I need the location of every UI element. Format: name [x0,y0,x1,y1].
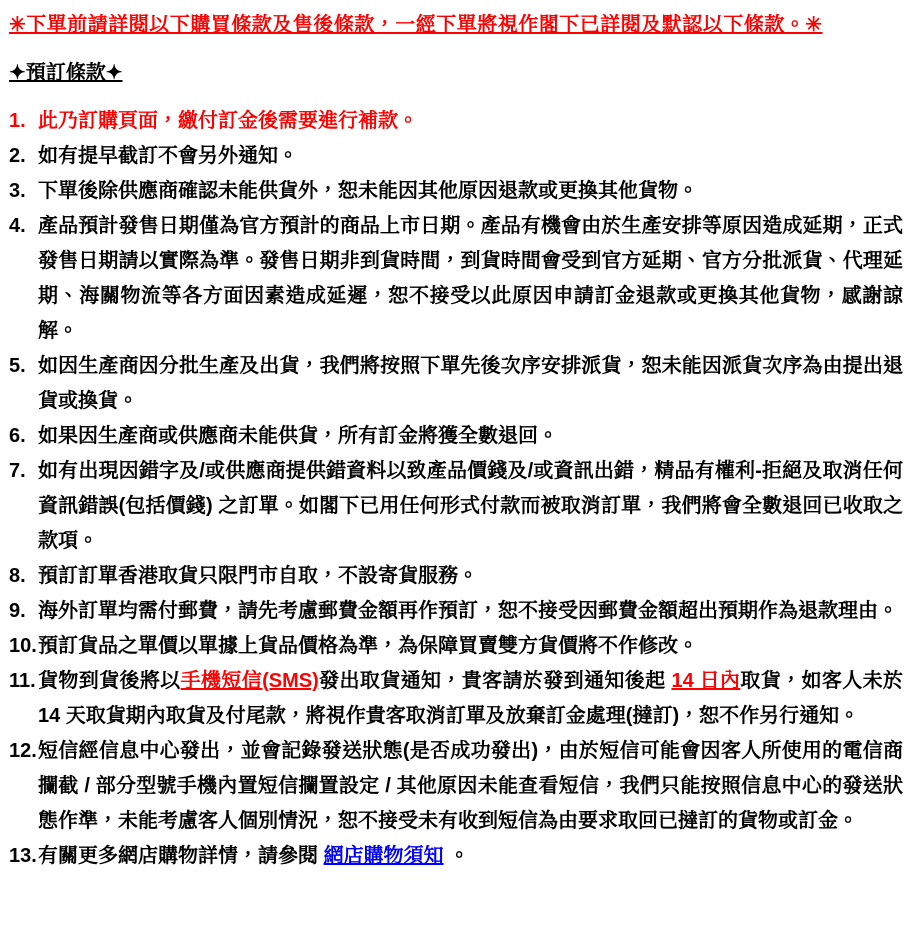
term-number: 10. [9,635,37,657]
term-text-segment: 產品預計發售日期僅為官方預計的商品上市日期。產品有機會由於生產安排等原因造成延期，正式發售日期請以實際為準。發售日期非到貨時間，到貨時間會受到官方延期、官方分批派貨、代理延期、海關物流等各方面因素造成延遲，恕不接受以此原因申請訂金退款或更換其他貨物，感謝諒解。 [38,215,903,342]
term-text [38,454,903,559]
term-text-segment: 貨物到貨後將以 [38,670,181,692]
term-text [38,594,903,629]
term-item [9,559,903,594]
term-text-segment: 下單後除供應商確認未能供貨外，恕未能因其他原因退款或更換其他貨物。 [38,180,698,202]
term-text [38,419,903,454]
term-text-segment: 取貨，如客人未於 14 天取貨期內取貨及付尾款，將視作貴客取消訂單及放棄訂金處理(撻訂)，恕不作另行通知。 [38,670,904,727]
term-item [9,454,903,559]
term-text [38,664,903,734]
term-text-segment: 。 [443,845,470,867]
term-text [38,104,903,139]
term-text-segment: 有關更多網店購物詳情，請參閱 [38,845,324,867]
term-text [38,559,903,594]
highlighted-term-text: 14 日內 [671,670,741,692]
term-text [38,349,903,419]
term-item [9,664,903,734]
term-text-segment: 發出取貨通知，貴客請於發到通知後起 [318,670,672,692]
term-text-segment: 海外訂單均需付郵費，請先考慮郵費金額再作預訂，恕不接受因郵費金額超出預期作為退款理由。 [38,600,898,622]
term-item [9,209,903,349]
term-item [9,419,903,454]
term-text [38,629,903,664]
term-item [9,629,903,664]
term-text-segment: 如有出現因錯字及/或供應商提供錯資料以致產品價錢及/或資訊出錯，精品有權利-拒絕及取消任何資訊錯誤(包括價錢) 之訂單。如閣下已用任何形式付款而被取消訂單，我們將會全數退回已收取之款項。 [38,460,903,552]
term-item [9,734,903,839]
term-text-segment: 如有提早截訂不會另外通知。 [38,145,298,167]
term-number: 9. [9,600,26,622]
term-number: 4. [9,215,26,237]
term-text [38,174,903,209]
terms-list [9,104,903,874]
term-number: 13. [9,845,37,867]
term-text-segment: 預訂貨品之單價以單據上貨品價格為準，為保障買賣雙方貨價將不作修改。 [38,635,698,657]
section-title-preorder-terms: ✦預訂條款✦ [9,62,123,84]
term-number: 11. [9,670,36,692]
term-number: 7. [9,460,26,482]
term-number: 1. [9,110,26,132]
term-number: 5. [9,355,26,377]
term-number: 12. [9,740,37,762]
term-text-segment: 如果因生產商或供應商未能供貨，所有訂金將獲全數退回。 [38,425,558,447]
term-number: 2. [9,145,26,167]
highlighted-term-text: 手機短信(SMS) [180,670,319,692]
term-number: 3. [9,180,26,202]
term-item [9,104,903,139]
term-text [38,839,903,874]
term-text-segment: 此乃訂購頁面，繳付訂金後需要進行補款。 [38,110,418,132]
term-number: 8. [9,565,26,587]
term-number: 6. [9,425,26,447]
term-item [9,594,903,629]
term-text [38,734,903,839]
term-text-segment: 預訂訂單香港取貨只限門市自取，不設寄貨服務。 [38,565,478,587]
term-item [9,174,903,209]
term-text-segment: 如因生產商因分批生產及出貨，我們將按照下單先後次序安排派貨，恕未能因派貨次序為由提出退貨或換貨。 [38,355,903,412]
term-text [38,139,903,174]
term-text [38,209,903,349]
term-item [9,349,903,419]
shop-guide-link[interactable]: 網店購物須知 [323,845,444,867]
term-item [9,839,903,874]
page-title: ✳下單前請詳閱以下購買條款及售後條款，一經下單將視作閣下已詳閱及默認以下條款。✳ [9,14,823,36]
term-text-segment: 短信經信息中心發出，並會記錄發送狀態(是否成功發出)，由於短信可能會因客人所使用的電信商攔截 / 部分型號手機內置短信攔置設定 / 其他原因未能查看短信，我們只能按照信息中心的發送狀態作準，未能考慮客人個別情況，恕不接受未有收到短信為由要求取回已撻訂的貨物或訂金。 [38,740,903,832]
term-item [9,139,903,174]
